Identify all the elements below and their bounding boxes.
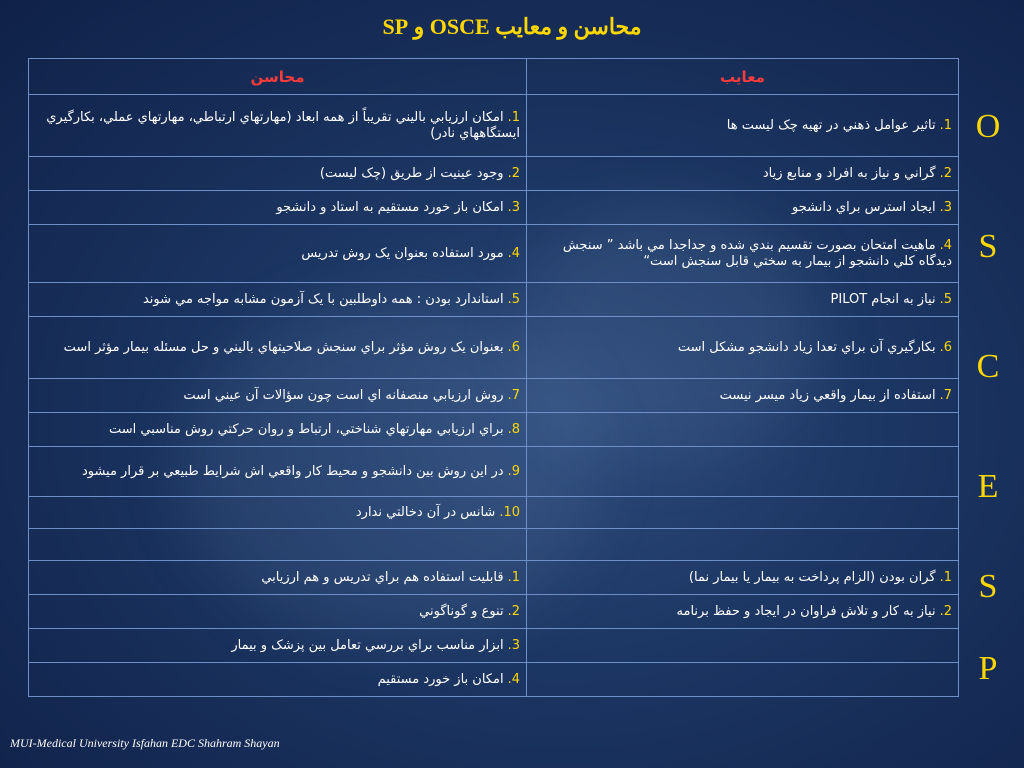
table-row — [29, 629, 959, 663]
table-row — [29, 447, 959, 497]
pros-cell — [29, 663, 527, 697]
pros-cell — [29, 561, 527, 595]
letter-s: S — [978, 228, 998, 265]
pros-cell — [29, 225, 527, 283]
pros-cell — [29, 191, 527, 225]
cons-cell — [527, 379, 959, 413]
pros-item-text: بعنوان يک روش مؤثر براي سنجش صلاحيتهاي باليني و حل مسئله بيمار مؤثر است — [63, 339, 504, 355]
pros-item-number: 2. — [507, 165, 520, 181]
table-row — [29, 95, 959, 157]
table-row — [29, 225, 959, 283]
header-cons: معايب — [527, 59, 959, 95]
header-row — [29, 59, 959, 95]
table-row — [29, 663, 959, 697]
cons-item-text: ايجاد استرس براي دانشجو — [792, 199, 936, 215]
pros-cell — [29, 413, 527, 447]
pros-item-number: 1. — [507, 109, 520, 125]
pros-item-text: قابليت استفاده هم براي تدريس و هم ارزيابي — [261, 569, 504, 585]
cons-item-number: 4. — [939, 237, 952, 253]
table-row — [29, 317, 959, 379]
cons-item-text: تاثير عوامل ذهني در تهيه چک ليست ها — [726, 117, 936, 133]
cons-item-number: 2. — [939, 603, 952, 619]
cons-cell — [527, 629, 959, 663]
cons-cell — [527, 447, 959, 497]
pros-item-text: شانس در آن دخالتي ندارد — [355, 504, 496, 520]
cons-cell — [527, 529, 959, 561]
pros-item-number: 3. — [507, 199, 520, 215]
cons-item-number: 1. — [939, 569, 952, 585]
cons-item-text: استفاده از بيمار واقعي زياد ميسر نيست — [719, 387, 936, 403]
pros-item-number: 10. — [499, 504, 520, 520]
pros-item-text: امکان ارزيابي باليني تقريباً از همه ابعاد (مهارتهاي ارتباطي، مهارتهاي عملي، بکارگيري ايستگاههاي نادر) — [46, 109, 520, 141]
pros-item-number: 6. — [507, 339, 520, 355]
table-row — [29, 561, 959, 595]
table-row — [29, 379, 959, 413]
pros-item-number: 1. — [507, 569, 520, 585]
pros-item-text: ابزار مناسب براي بررسي تعامل بين پزشک و بيمار — [231, 637, 504, 653]
cons-cell — [527, 663, 959, 697]
pros-item-text: مورد استفاده بعنوان يک روش تدريس — [301, 245, 504, 261]
pros-cell — [29, 595, 527, 629]
comparison-table — [28, 58, 959, 697]
cons-cell — [527, 157, 959, 191]
pros-item-number: 3. — [507, 637, 520, 653]
table-row — [29, 595, 959, 629]
pros-item-number: 2. — [507, 603, 520, 619]
slide-title: محاسن و معايب OSCE و SP — [382, 14, 642, 39]
table-row — [29, 497, 959, 529]
table-row — [29, 529, 959, 561]
cons-cell — [527, 95, 959, 157]
pros-item-text: وجود عينيت از طريق (چک ليست) — [319, 165, 504, 181]
cons-item-text: نياز به کار و تلاش فراوان در ايجاد و حفظ برنامه — [676, 603, 936, 619]
pros-item-number: 8. — [507, 421, 520, 437]
pros-item-text: براي ارزيابي مهارتهاي شناختي، ارتباط و روان حرکتي روش مناسبي است — [109, 421, 504, 437]
cons-item-text: گراني و نياز به افراد و منابع زياد — [762, 165, 936, 181]
pros-item-number: 5. — [507, 291, 520, 307]
cons-item-number: 6. — [939, 339, 952, 355]
cons-item-number: 3. — [939, 199, 952, 215]
cons-cell — [527, 561, 959, 595]
cons-item-text: ماهيت امتحان بصورت تقسيم بندي شده و جداجدا مي باشد ” سنجش ديدگاه کلي دانشجو از بيمار به سختي قابل سنجش است“ — [562, 237, 952, 269]
cons-item-text: بکارگيري آن براي تعدا زياد دانشجو مشکل است — [677, 339, 936, 355]
cons-item-number: 5. — [939, 291, 952, 307]
letter-s-sp: S — [978, 568, 998, 605]
pros-item-number: 4. — [507, 671, 520, 687]
cons-cell — [527, 283, 959, 317]
cons-cell — [527, 317, 959, 379]
pros-item-number: 4. — [507, 245, 520, 261]
pros-cell — [29, 283, 527, 317]
cons-item-number: 2. — [939, 165, 952, 181]
pros-cell — [29, 379, 527, 413]
letter-c: C — [976, 348, 1000, 385]
cons-cell — [527, 191, 959, 225]
letter-o: O — [975, 108, 1001, 145]
header-pros: محاسن — [29, 59, 527, 95]
pros-item-text: امکان باز خورد مستقيم — [377, 671, 504, 687]
cons-cell — [527, 497, 959, 529]
pros-cell — [29, 629, 527, 663]
pros-cell — [29, 447, 527, 497]
pros-item-text: روش ارزيابي منصفانه اي است چون سؤالات آن عيني است — [183, 387, 504, 403]
cons-item-number: 7. — [939, 387, 952, 403]
letter-e: E — [977, 468, 999, 505]
pros-item-text: استاندارد بودن : همه داوطلبين با يک آزمون مشابه مواجه مي شوند — [142, 291, 504, 307]
table-row — [29, 283, 959, 317]
pros-cell — [29, 529, 527, 561]
pros-cell — [29, 497, 527, 529]
letter-p: P — [978, 650, 998, 687]
cons-item-text: گران بودن (الزام پرداخت به بيمار يا بيمار نما) — [688, 569, 936, 585]
cons-item-text: نياز به انجام PILOT — [830, 291, 936, 307]
footer-credit: MUI-Medical University Isfahan EDC Shahram Shayan — [10, 736, 280, 750]
table-row — [29, 413, 959, 447]
cons-cell — [527, 595, 959, 629]
cons-item-number: 1. — [939, 117, 952, 133]
pros-cell — [29, 317, 527, 379]
pros-item-text: در اين روش بين دانشجو و محيط کار واقعي اش شرايط طبيعي بر قرار ميشود — [81, 463, 504, 479]
cons-cell — [527, 225, 959, 283]
pros-cell — [29, 157, 527, 191]
pros-item-text: تنوع و گوناگوني — [419, 603, 504, 619]
pros-cell — [29, 95, 527, 157]
table-row — [29, 157, 959, 191]
table-row — [29, 191, 959, 225]
cons-cell — [527, 413, 959, 447]
pros-item-number: 7. — [507, 387, 520, 403]
pros-item-number: 9. — [507, 463, 520, 479]
pros-item-text: امکان باز خورد مستقيم به استاد و دانشجو — [276, 199, 504, 215]
